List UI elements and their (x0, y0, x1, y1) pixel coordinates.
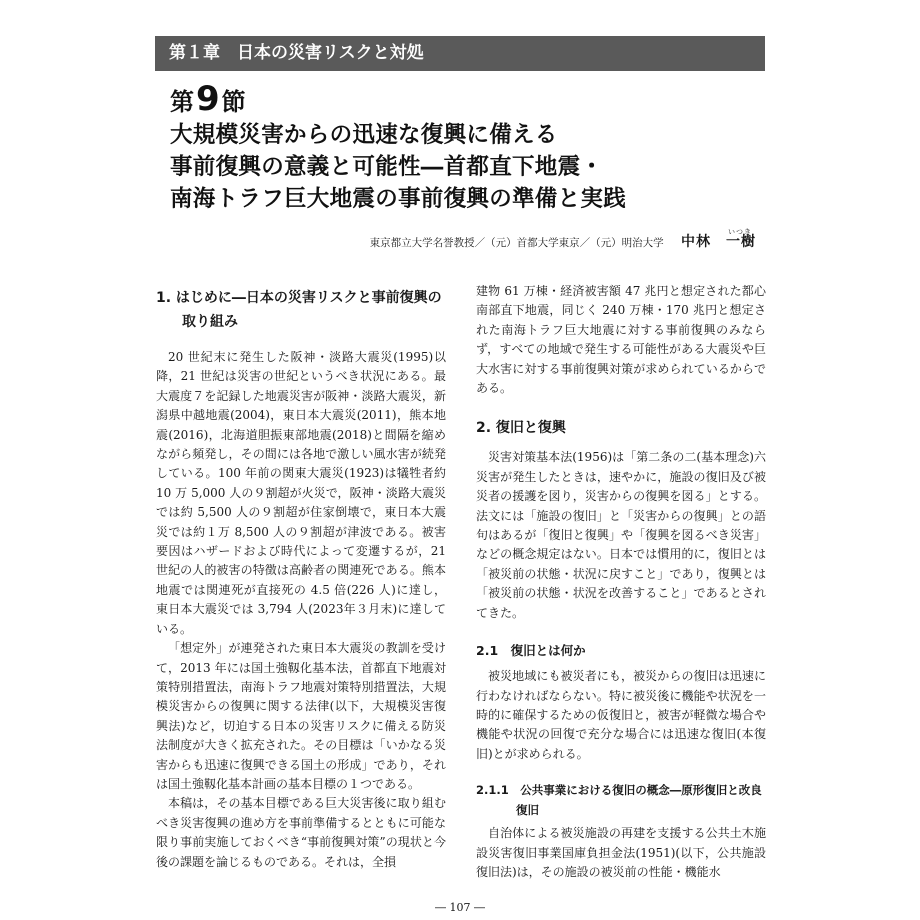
body-paragraph: 被災地域にも被災者にも，被災からの復旧は迅速に行わなければならない。特に被災後に機能や状況を一時的に確保するための仮復旧と，被害が軽微な場合や機能や状況の回復で充分な場合には迅速な復旧(本復旧)とが求められる。 (476, 669, 766, 761)
body-paragraph: 災害対策基本法(1956)は「第二条の二(基本理念)六 災害が発生したときは，速やかに，施設の復旧及び被災者の援護を図り，災害からの復興を図る」とする。法文には「施設の復旧」と「災害からの復興」との語句はあるが「復旧と復興」や「復興を図るべき災害」などの概念規定はない。日本では慣用的に，復旧とは「被災前の状態・状況に戻すこと」であり，復興とは「被災前の状態・状況を改善すること」であるとされてきた。 (476, 450, 766, 620)
subheading-what-is-recovery: 2.1 復旧とは何か (476, 643, 586, 659)
chapter-label: 第１章 日本の災害リスクと対処 (169, 43, 424, 63)
left-column (156, 282, 446, 872)
section-suffix: 節 (221, 88, 246, 116)
heading-recovery-reconstruction: 2. 復旧と復興 (476, 420, 566, 437)
author-name-ruby: いつき (728, 228, 752, 236)
section-prefix: 第 (170, 88, 194, 116)
body-paragraph: 20 世紀末に発生した阪神・淡路大震災(1995)以降，21 世紀は災害の世紀というべき状況にある。最大震度７を記録した地震災害が阪神・淡路大震災，新潟県中越地震(2004)，東日本大震災(2011)，熊本地震(2016)，北海道胆振東部地震(2018)と間隔を縮めながら頻発し，その間には各地で激しい風水害が続発している。100 年前の関東大震災(1923)は犠牲者約 10 万 5,000 人の９割超が火災で，阪神・淡路大震災では約 5,500 人の９割超が住家倒壊で，東日本大震災では約１万 8,500 人の９割超が津波である。被害要因はハザードおよび時代によって変遷するが，21 世紀の人的被害の特徴は高齢者の関連死である。熊本地震では関連死が直接死の 4.5 倍(226 人)に達し，東日本大震災では 3,794 人(2023年３月末)に達している。 (156, 350, 446, 636)
author-name-wrap (681, 228, 756, 250)
title-line-3: 南海トラフ巨大地震の事前復興の準備と実践 (170, 186, 627, 212)
chapter-banner (155, 36, 765, 71)
body-paragraph-continued: 建物 61 万棟・経済被害額 47 兆円と想定された都心南部直下地震，同じく 240 万棟・170 兆円と想定された南海トラフ巨大地震に対する事前復興のみならず，すべての地域で発生する可能性がある大震災や巨大水害に対する事前復興対策が求められているからである。 (476, 284, 766, 396)
author-byline (0, 228, 756, 253)
body-paragraph: 自治体による被災施設の再建を支援する公共土木施設災害復旧事業国庫負担金法(1951)(以下，公共施設復旧法)は，その施設の被災前の性能・機能水 (476, 826, 766, 879)
heading-introduction: 1. はじめに―日本の災害リスクと事前復興の取り組み (156, 290, 442, 330)
section-number (170, 79, 760, 119)
author-affiliation: 東京都立大学名誉教授／（元）首都大学東京／（元）明治大学 (369, 237, 664, 249)
section-number-digit: 9 (196, 79, 220, 119)
body-paragraph: 「想定外」が連発された東日本大震災の教訓を受けて，2013 年には国土強靱化基本法，首都直下地震対策特別措置法，南海トラフ地震対策特別措置法，大規模災害からの復興に関する法律(以下，大規模災害復興法)など，切迫する日本の災害リスクに備える防災法制度が大きく拡充された。その目標は「いかなる災害からも迅速に復興できる国土の形成」であり，それは国土強靱化基本計画の基本目標の１つである。 (156, 641, 446, 791)
page-number: ― 107 ― (435, 901, 485, 914)
subsubheading-public-works-recovery: 2.1.1 公共事業における復旧の概念―原形復旧と改良復旧 (476, 783, 762, 818)
body-paragraph: 本稿は，その基本目標である巨大災害後に取り組むべき災害復興の進め方を事前準備するとともに可能な限り事前実施しておくべき“事前復興対策”の現状と今後の課題を論じるものである。それは，全損 (156, 796, 446, 869)
title-line-2: 事前復興の意義と可能性―首都直下地震・ (170, 154, 604, 180)
author-name: 中林 一樹 (681, 234, 756, 250)
right-column (476, 282, 766, 882)
title-line-1: 大規模災害からの迅速な復興に備える (170, 122, 558, 148)
section-title-block (170, 79, 760, 215)
